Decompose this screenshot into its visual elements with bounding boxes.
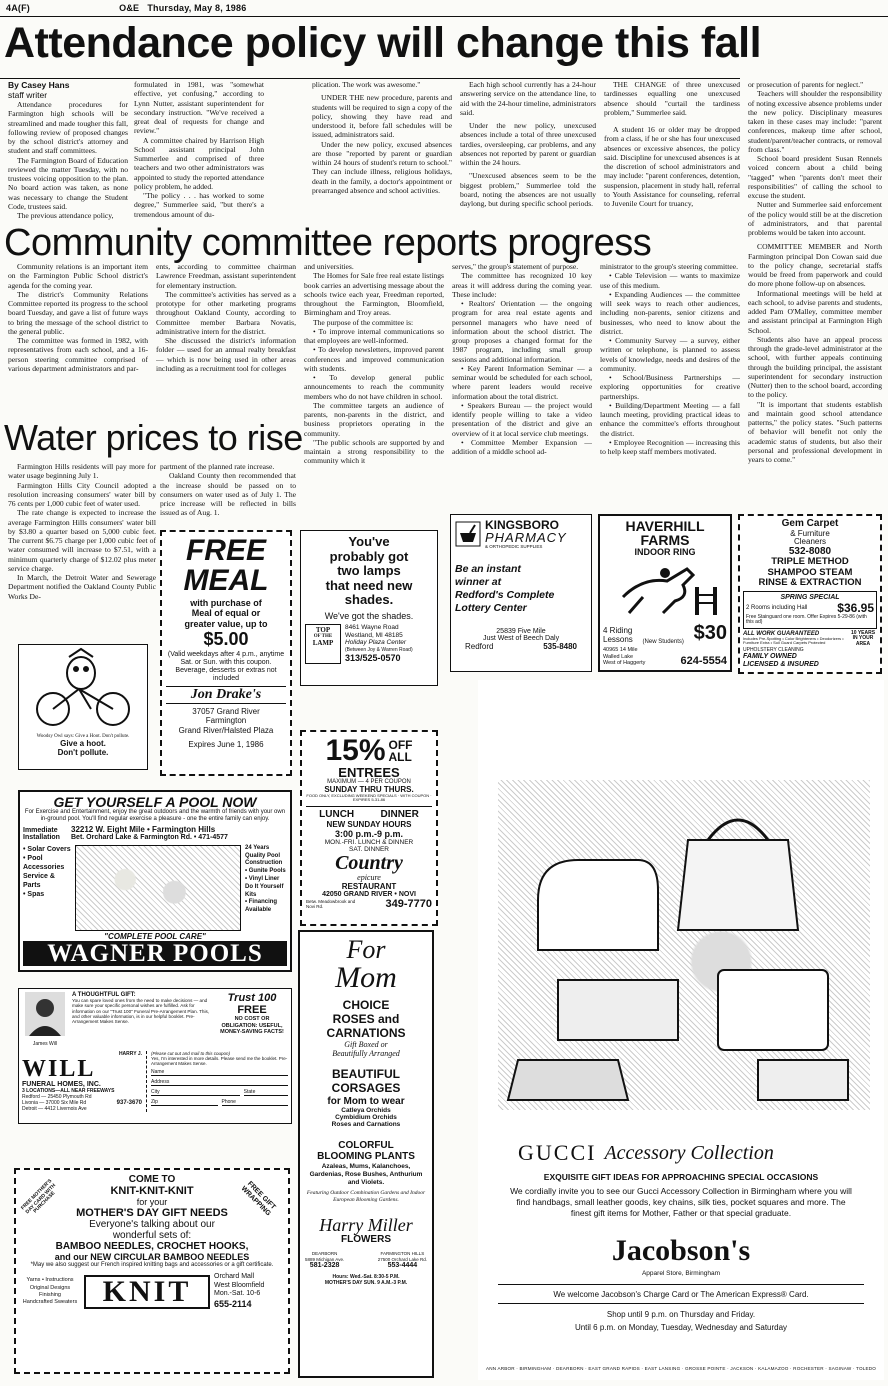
farms-l1: 4 Riding [603, 626, 633, 636]
paragraph: A committee chaired by Harrison High School assistant principal John Summerlee and comprised of three teachers and two other administrators was appointed to study the reported attendance policy problem, he added. [134, 135, 264, 191]
story1-col4 [460, 80, 596, 220]
paragraph: The committee was formed in 1982, with representatives from each school, and a 16-person steering committee comprised of various department administrators and par- [8, 336, 148, 373]
mom-loc1a: 5889 Michigan Ave. [305, 1256, 345, 1262]
paragraph: "It is important that students establish and maintain good school attendance patterns," the policy states. "Such patterns of behavior will benefit not only the academic status of students, but also their personal and professional development in years to come." [748, 399, 882, 464]
country-lunch: LUNCH [319, 808, 355, 820]
pool-i3: • Spas [23, 891, 45, 899]
lamp-h1: You've [348, 534, 390, 549]
lamp-logo-3: LAMP [312, 638, 334, 647]
will-coupon [146, 1051, 288, 1112]
farms-phone: 624-5554 [680, 654, 727, 667]
mom-c1: COLORFUL [338, 1139, 394, 1151]
knit-free-card: FREE MOTHER'S DAY CARD WITH PURCHASE [20, 1178, 57, 1215]
psa-woodsy-owl [18, 644, 148, 770]
jacobsons-sub: Apparel Store, Birmingham [641, 1270, 721, 1277]
will-zip-field[interactable]: Zip [151, 1099, 218, 1106]
paragraph: Oakland County then recommended that the increase should be passed on to consumers on water used as of July 1. The price increase will be reflected in bills issued as of Aug. 1. [160, 471, 296, 518]
knit-talk1: Everyone's talking about our [89, 1219, 215, 1230]
ad-harry-miller-flowers [298, 930, 434, 1378]
paragraph: • Realtors' Orientation — the ongoing program for area real estate agents and personnel managers who have need of information about the school district. The group proposes a changed format for the 1987 program, including small group sessions and additional information. [452, 299, 592, 364]
meal-meal: MEAL [183, 564, 269, 597]
mom-c4: Featuring Outdoor Combination Gardens and Indoor European Blooming Gardens. [306, 1190, 426, 1204]
meal-l3: greater value, up to [184, 618, 268, 629]
mom-choice3: CARNATIONS [326, 1025, 406, 1040]
knit-svc2: Original Designs [29, 1284, 71, 1291]
paragraph: THE CHANGE of three unexcused tardinesses equalling one unexcused absence should "curtail the tardiness problem," Summerlee said. [604, 80, 740, 117]
ad-kingsboro-pharmacy [450, 514, 592, 672]
will-phone: 937-3670 [116, 1100, 142, 1106]
meal-addr3: Grand River/Halsted Plaza [178, 726, 274, 735]
farms-new: (New Students) [642, 639, 684, 645]
carpet-family: FAMILY OWNED [743, 653, 797, 661]
ad-will-funeral-homes [18, 988, 292, 1124]
farms-name1: HAVERHILL [625, 518, 705, 534]
farms-sub: INDOOR RING [634, 547, 696, 557]
story2-col4 [452, 262, 592, 512]
story3-col1 [8, 462, 156, 638]
meal-free: FREE [185, 534, 266, 567]
paragraph: "Unexcused absences seem to be the biggest problem," Summerlee told the board, noting the absences are not usually daylong, but during specific school periods. [460, 171, 596, 208]
knit-gift: MOTHER'S DAY GIFT NEEDS [76, 1207, 228, 1219]
byline-role: staff writer [8, 90, 48, 101]
handbags-illustration [498, 780, 870, 1110]
carpet-years: 10 YEARS IN YOUR AREA [850, 629, 876, 647]
mom-b5: Cymbidium Orchids [335, 1113, 397, 1121]
paragraph: • Speakers Bureau — the project would identify people willing to take a video presentation of the district and give an overview of it at local service club meetings. [452, 400, 592, 438]
will-address-field[interactable]: Address [151, 1079, 288, 1086]
carpet-name: Gem Carpet [781, 518, 839, 529]
gucci-body: We cordially invite you to see our Gucci Accessory Collection in Birmingham where you will find handbags, small leather goods, key chains, silk ties, pocket squares and more. The finest gift items for Mother, Father or that special graduate. [510, 1186, 852, 1219]
knit-free-wrap: FREE GIFT WRAPPING [239, 1180, 277, 1218]
mom-loc2a: 27500 Orchard Lake Rd. [377, 1256, 427, 1262]
pool-addr2: Bet. Orchard Lake & Farmington Rd. • 471-4577 [71, 834, 228, 842]
folio-page: 4A(F) [6, 3, 30, 13]
paragraph: A student 16 or older may be dropped from a class, if he or she has four unexcused absences or excessive absences, the policy said. Discipline for unexcused absences is at the discretion of school administrators and may include: "parent conferences, detention, suspension, placement in study hall, referral to Youth Assistance for counseling, referral to Juvenile Court for truancy, [604, 125, 740, 208]
paragraph: The previous attendance policy, [17, 211, 114, 220]
story1-col2 [134, 80, 264, 220]
paragraph: Teachers will shoulder the responsibility of noting excessive absence problems under the new policy. Disciplinary measures taken in these cases may include: "parent conferences, makeup time after school, student/parent/teacher contracts, or removal from class." [748, 89, 882, 154]
country-between: Betw. Meadowbrook and Novi Rd. [306, 898, 356, 909]
top-rule [0, 16, 888, 17]
mom-ph1: 581-2328 [309, 1261, 340, 1269]
paragraph: • To develop newsletters, improved parent conferences and improved communication with students. [304, 345, 444, 373]
pool-sub: For Exercise and Entertainment, enjoy the great outdoors and the warmth of friends with your own in-ground pool. You'll find regular exercise a pleasure - one the entire family can enjoy. [24, 809, 286, 822]
mom-logo2: FLOWERS [341, 1234, 391, 1246]
carpet-fine: Free Stainguard one room. Offer Expires 5-29-86 (with this ad) [746, 613, 867, 626]
paragraph: Each high school currently has a 24-hour answering service on the attendance line, to aid with the 24-hour timeline, administrators said. [460, 80, 596, 117]
farms-addr3: West of Haggerty [603, 660, 646, 667]
mom-mom: Mom [335, 961, 397, 994]
paragraph: partment of the planned rate increase. [160, 462, 275, 471]
pharmacy-t1: Be an instant [455, 563, 521, 575]
paragraph: Under the new policy, excused absences are those "reported by parent or guardian within 24 hours of student's return to school." They can include illness, religious holidays, death in the family, a doctor's appointment or prearranged absence and school activities. [312, 139, 452, 195]
country-rest: RESTAURANT [341, 881, 397, 891]
paragraph: and universities. [304, 262, 354, 271]
will-form2: Yes, I'm interested in more details. Please send me the booklet. Pre-Arrangement Makes Sense. [151, 1056, 288, 1067]
farms-name2: FARMS [640, 532, 690, 548]
mom-gift1: Gift Boxed or [344, 1040, 388, 1050]
will-a3: Detroit — 4412 Livernois Ave [22, 1106, 87, 1112]
folio-paper: O&E [119, 3, 140, 13]
pool-addr1: 32212 W. Eight Mile • Farmington Hills [71, 824, 216, 834]
knit-mall1: Orchard Mall [214, 1272, 255, 1280]
ad-haverhill-farms [598, 514, 732, 672]
country-entrees: ENTREES [338, 765, 400, 780]
meal-l2: Meal of equal or [191, 608, 261, 619]
meal-fine: (Valid weekdays after 4 p.m., anytime Sat. or Sun. with this coupon. Beverage, desserts or extras not included [167, 650, 285, 682]
carpet-upholstery: UPHOLSTERY CLEANING [743, 647, 804, 654]
will-homes: FUNERAL HOMES, INC. [22, 1081, 101, 1088]
paragraph: Community relations is an important item on the Farmington Public School district's agenda for the coming year. [8, 262, 148, 290]
story2-col1 [8, 262, 148, 392]
will-city-field[interactable]: City [151, 1089, 240, 1096]
carpet-guarantee: ALL WORK GUARANTEED [743, 630, 820, 637]
country-logo: Country [335, 851, 403, 874]
mom-ph2: 553-4444 [387, 1261, 418, 1269]
farms-l2: Lessons [603, 635, 633, 645]
lamp-logo-2: OF THE [313, 634, 333, 640]
paragraph: plication. The work was awesome." [312, 80, 421, 89]
paragraph: Nutter and Summerlee said enforcement of the policy would still be at the discretion of administrators, and that parental problems would be taken into account. [748, 200, 882, 237]
knit-mall2: West Bloomfield [214, 1281, 265, 1289]
pharmacy-phone: 535-8480 [543, 641, 577, 651]
lamp-h5: shades. [344, 592, 394, 608]
paragraph: Farmington Hills City Council adopted a resolution increasing consumers' water bill by 76 cents per 1,000 cubic feet of water used. [8, 480, 156, 508]
paragraph: The purpose of the committee is: [313, 317, 414, 327]
psa-line1: Give a hoot. [60, 738, 106, 748]
will-gifttext: You can spare loved ones from the need to make decisions — and make sure your specific personal wishes are fulfilled. Ask for information on our "Trust 100" Funeral Pre-Arrangement Plan. This, and other valuable information, is in our helpful booklet. Pre-Arrangement Makes Sense. [72, 998, 210, 1025]
will-loc: 3 LOCATIONS—ALL NEAR FREEWAYS [22, 1088, 115, 1094]
head-rule [0, 78, 740, 79]
meal-price: $5.00 [203, 629, 249, 650]
meal-logo: Jon Drake's [166, 686, 286, 704]
pool-care: "COMPLETE POOL CARE" [104, 931, 206, 941]
will-name-field[interactable]: Name [151, 1069, 288, 1076]
paragraph: She discussed the district's information folder — used for an annual realty breakfast — which is now being used in other areas including as a recruitment tool for colleges [156, 336, 296, 373]
knit-for: for your [136, 1197, 168, 1207]
headline-water: Water prices to rise [4, 420, 303, 458]
paragraph: • Community Survey — a survey, either written or telephone, is planned to assess levels of knowledge, needs and desires of the community. [600, 336, 740, 373]
country-logo2: epicure [357, 872, 381, 882]
meal-addr1: 37057 Grand River [192, 706, 260, 716]
paragraph: The committee has recognized 10 key areas it will address during the coming year. These include: [452, 271, 592, 299]
paragraph: ministrator to the group's steering committee. [600, 262, 739, 271]
ad-country-epicure [300, 730, 438, 926]
ad-knit-knit-knit [14, 1168, 290, 1374]
lamp-phone: 313/525-0570 [345, 653, 401, 664]
knit-name: KNIT-KNIT-KNIT [110, 1185, 194, 1197]
paragraph: The committee targets an audience of parents, non-parents in the district, and business proprietors operating in the community. [304, 400, 444, 438]
pool-i2: • Pool Accessories Service & Parts [23, 854, 65, 890]
pool-r1: 24 Years Quality Pool Construction [245, 844, 283, 867]
carpet-phone: 532-8080 [788, 546, 832, 558]
ad-jacobsons-gucci [478, 680, 884, 1380]
gucci-brand: GUCCI [518, 1140, 597, 1165]
pharmacy-addr2: Just West of Beech Daly [482, 634, 560, 642]
story1-col3 [312, 80, 452, 220]
paragraph: School board president Susan Rennels voiced concern about a child being "tagged" when "parents don't meet their responsibilities" of calling the school to excuse the student. [748, 154, 882, 200]
country-sunday: SUNDAY THRU THURS. [324, 785, 414, 794]
mom-for: For [346, 935, 386, 964]
lamp-h2: probably got [329, 548, 409, 564]
pool-photo [75, 845, 241, 931]
mom-choice1: CHOICE [342, 998, 390, 1012]
farms-addr1: 40965 14 Mile [603, 647, 638, 653]
ad-wagner-pools [18, 790, 292, 972]
paragraph: Attendance procedures for Farmington high schools will be streamlined and made tougher this fall, following review of proposed changes by the school district's attorney and student and staff committees. [8, 100, 128, 156]
will-trust: Trust 100 [227, 992, 277, 1004]
meal-expires: Expires June 1, 1986 [188, 739, 264, 749]
mom-choice2: ROSES and [332, 1011, 400, 1026]
paragraph: Students also have an appeal process through the grade-level administrator at the school, with further appeals continuing through the building principal, the assistant superintendent for secondary instruction (Nutter) then to the school board, according to the policy. [748, 334, 882, 400]
jacobsons-shop1: Shop until 9 p.m. on Thursday and Friday. [606, 1310, 756, 1319]
paragraph: • Committee Member Expansion — addition of a middle school ad- [452, 437, 592, 456]
carpet-g2: Includes Pre-Spotting • Color Brighteners • Deodorizers • Furniture Extra • Soil Guard Carpets Protected [743, 635, 844, 645]
knit-items2: and our NEW CIRCULAR BAMBOO NEEDLES [54, 1252, 250, 1262]
will-logo: WILL [22, 1056, 96, 1082]
paragraph: Farmington Hills residents will pay more for water usage beginning July 1. [8, 462, 156, 481]
mom-hours2: MOTHER'S DAY SUN. 9 A.M.-3 P.M. [324, 1280, 408, 1287]
paragraph: The committee's activities has served as a prototype for other marketing programs throughout Oakland County, according to Committee member Barbara Novatis, administrative intern for the district. [156, 289, 296, 336]
paragraph: • Cable Television — wants to maximize use of this medium. [600, 271, 740, 290]
paragraph: "The public schools are supported by and maintain a strong responsibility to the community which it [304, 437, 444, 466]
paragraph: • Key Parent Information Seminar — a seminar would be scheduled for each school, where parent leaders would receive information about the total district. [452, 363, 592, 401]
knit-hours: Mon.-Sat. 10-6 [214, 1290, 261, 1298]
knit-phone: 655-2114 [214, 1299, 252, 1310]
paragraph: Informational meetings will be held at each school, to advise parents and students, added Pam O'Malley, committee member and assistant principal at Farmington High School. [748, 288, 882, 335]
gucci-script: Accessory Collection [604, 1142, 774, 1164]
paragraph: UNDER THE new procedure, parents and students will be required to sign a copy of the policy, showing they have read and understood it, before fall schedules will be issued, administrators said. [312, 93, 452, 140]
mom-loc1: DEARBORN [311, 1251, 338, 1257]
carpet-licensed: LICENSED & INSURED [743, 660, 819, 668]
portrait-icon [25, 992, 65, 1036]
carpet-name3: Cleaners [793, 536, 826, 546]
headline-attendance: Attendance policy will change this fall [4, 22, 762, 67]
paragraph: • Building/Department Meeting — a fall launch meeting, providing practical ideas to enhance the committee's efforts throughout the district. [600, 400, 740, 438]
lamp-addr4: (Between Joy & Warren Road) [345, 647, 413, 654]
paragraph: The rate change is expected to increase the average Farmington Hills consumers' water bill by $3.80 a quarter based on 5,000 cubic feet. The current $6.75 charge per 1,000 cubic feet of water consumed will increase to $7.51, with a minimum quarterly charge of $12.02 plus meter service charge. [8, 508, 156, 573]
knit-come: COME TO [128, 1174, 176, 1185]
mom-gift2: Beautifully Arranged [332, 1049, 400, 1059]
ad-free-meal [160, 530, 292, 776]
will-phone-field[interactable]: Phone [222, 1099, 289, 1106]
story2-col3 [304, 262, 444, 528]
farms-price: $30 [693, 622, 727, 644]
meal-addr2: Farmington [205, 716, 247, 726]
headline-community: Community committee reports progress [4, 224, 652, 264]
will-state-field[interactable]: State [244, 1089, 288, 1096]
knit-svc4: Handcrafted Sweaters [22, 1298, 78, 1305]
pharmacy-t4: Lottery Center [455, 602, 527, 615]
country-phone: 349-7770 [385, 897, 432, 910]
mom-b4: Catleya Orchids [341, 1106, 391, 1114]
knit-svc3: Finishing [38, 1291, 61, 1298]
lamp-addr1: 8461 Wayne Road [345, 623, 399, 631]
knit-svc1: Yarns • Instructions [26, 1277, 74, 1284]
paragraph: The Farmington Board of Education reviewed the matter Tuesday, with no trustees voicing opposition to the plan. No board action was taken, as none was necessary to change the Student Code, trustees said. [8, 155, 128, 211]
jacobsons-welcome: We welcome Jacobson's Charge Card or The American Express® Card. [498, 1284, 864, 1304]
horse-jumper-icon [603, 557, 727, 617]
ad-gem-carpet [738, 514, 882, 674]
mom-b6: Roses and Carnations [331, 1120, 401, 1128]
psa-small: Woodsy Owl says: Give a Hoot. Don't pollute. [36, 734, 130, 739]
byline-name: By Casey Hans [8, 80, 70, 90]
pharmacy-city: Redford [465, 641, 494, 651]
will-gift: A THOUGHTFUL GIFT: [72, 992, 136, 998]
carpet-name2: & Furniture [790, 528, 830, 538]
country-off1: OFF [388, 738, 413, 752]
paragraph: The Homes for Sale free real estate listings book carries an advertising message about the schools twice each year, Freedman reported, throughout the Farmington, Bloomfield, Birmingham and Troy areas. [304, 271, 444, 318]
folio-date: Thursday, May 8, 1986 [147, 3, 247, 13]
will-person: James Will [32, 1041, 58, 1047]
paragraph: serves," the group's statement of purpose. [452, 262, 579, 271]
story1-col6 [748, 80, 882, 510]
farms-addr2: Walled Lake [603, 653, 634, 660]
mortar-pestle-icon [455, 521, 481, 547]
knit-talk2: wonderful sets of: [112, 1230, 192, 1241]
pool-head: GET YOURSELF A POOL NOW [53, 794, 257, 810]
pool-r3: • Vinyl Liner Do It Yourself Kits [245, 875, 284, 898]
meal-l1: with purchase of [190, 598, 262, 608]
will-a1: Redford — 25450 Plymouth Rd [22, 1094, 92, 1100]
paragraph: "The policy . . . has worked to some degree," Summerlee said, "but there's a tremendous amount of du- [134, 191, 264, 219]
paragraph: Under the new policy, unexcused absences include a total of three unexcused tardies, oversleeping, car problems, and any absences not reported by parent or guardian within the 24 hours. [460, 121, 596, 167]
carpet-special: SPRING SPECIAL [780, 593, 840, 601]
paragraph: formulated in 1981, was "somewhat effective, yet confusing," according to Lynn Nutter, assistant superintendent for secondary instruction. "We've received a great deal of requests for change and review." [134, 80, 264, 136]
mom-b1: BEAUTIFUL [332, 1067, 400, 1082]
country-off2: ALL [388, 750, 412, 764]
knit-items: BAMBOO NEEDLES, CROCHET HOOKS, [55, 1241, 249, 1252]
mom-b2: CORSAGES [331, 1081, 401, 1096]
country-dinner: DINNER [380, 808, 419, 820]
pool-i1: • Solar Covers [23, 845, 71, 853]
gucci-headline: EXQUISITE GIFT IDEAS FOR APPROACHING SPECIAL OCCASIONS [543, 1172, 819, 1182]
owl-bicycle-icon [19, 645, 145, 729]
gucci-photo [498, 780, 870, 1110]
mom-c2: BLOOMING PLANTS [317, 1151, 415, 1163]
pharmacy-sub: & ORTHOPEDIC SUPPLIES [485, 544, 543, 549]
lamp-logo [305, 624, 341, 664]
pool-logo: WAGNER POOLS [23, 941, 287, 966]
mom-hours: Hours: Wed.-Sat. 8:30-5 P.M. [332, 1274, 400, 1281]
paragraph: • Expanding Audiences — the committee will seek ways to reach other audiences, including non-parents, senior citizens and businesses, who need to know about the district. [600, 289, 740, 336]
story2-col2 [156, 262, 296, 392]
will-a2: Livonia — 37000 Six Mile Rd [22, 1100, 87, 1106]
lamp-h4: that need new [325, 577, 413, 593]
lamp-addr2: Westland, MI 48185 [345, 631, 403, 639]
pool-r2: • Gunite Pools [245, 868, 286, 875]
byline [8, 80, 128, 102]
paragraph: The district's Community Relations Committee reported its progress to the school board Tuesday, and gave a list of future ways to bring the message of the school district to the general public. [8, 289, 148, 336]
psa-line2: Don't pollute. [57, 747, 109, 757]
will-harry: HARRY J. [118, 1051, 142, 1057]
jacobsons-logo: Jacobson's [611, 1236, 751, 1267]
knit-logo: KNIT [84, 1275, 210, 1309]
country-hours1: NEW SUNDAY HOURS [326, 819, 412, 829]
lamp-sub: We've got the shades. [324, 610, 414, 621]
carpet-l2: SHAMPOO STEAM [767, 566, 853, 578]
story2-col5 [600, 262, 740, 512]
jacobsons-shop2: Until 6 p.m. on Monday, Tuesday, Wednesday and Saturday [574, 1323, 788, 1332]
story1-col1 [8, 100, 128, 220]
paragraph: • To improve internal communications so that employees are well-informed. [304, 326, 444, 345]
lamp-addr3: Holiday Plaza Center [345, 639, 407, 647]
folio [6, 3, 306, 15]
lamp-logo-1: TOP [315, 625, 331, 634]
will-free: FREE [237, 1004, 267, 1016]
pharmacy-addr1: 25839 Five Mile [496, 627, 546, 635]
carpet-price: $36.95 [837, 600, 874, 615]
will-nocost: NO COST OR OBLIGATION: USEFUL, MONEY-SAVING FACTS! [220, 1016, 284, 1036]
country-addr: 42050 GRAND RIVER • NOVI [322, 890, 416, 898]
pharmacy-name2: PHARMACY [485, 530, 567, 545]
will-form1: (Please cut out and mail to this coupon) [151, 1051, 231, 1056]
paragraph: In March, the Detroit Water and Sewerage Department notified the Oakland County Public Works De- [8, 573, 156, 601]
pool-imm: Immediate Installation [23, 826, 60, 841]
paragraph: ents, according to committee chairman Lawrence Freedman, assistant superintendent for elementary instruction. [156, 262, 296, 290]
paragraph: or prosecution of parents for neglect." [748, 80, 864, 89]
paragraph: • Employee Recognition — increasing this to help keep staff members motivated. [600, 437, 740, 456]
knit-fine: *May we also suggest our French inspired knitting bags and accessories or a gift certificate. [30, 1262, 274, 1268]
story1-col5 [604, 80, 740, 220]
mom-loc2: FARMINGTON HILLS [380, 1251, 425, 1257]
mom-b3: for Mom to wear [327, 1095, 405, 1107]
country-max: MAXIMUM — 4 PER COUPON [327, 779, 411, 785]
story3-col2 [160, 462, 296, 532]
mom-logo1: Harry Miller [319, 1215, 413, 1236]
ad-top-of-the-lamp [300, 530, 438, 686]
country-hours2: 3:00 p.m.-9 p.m. [334, 828, 404, 839]
country-pct: 15% [325, 734, 386, 767]
country-fine: FOOD ONLY, EXCLUDING WEEKEND SPECIALS · WITH COUPON · EXPIRES 5-31-86 [306, 793, 432, 803]
carpet-l1: TRIPLE METHOD [771, 556, 849, 568]
pharmacy-t3: Redford's Complete [455, 589, 555, 602]
carpet-l3: RINSE & EXTRACTION [758, 577, 862, 589]
country-hours4: SAT. DINNER [349, 845, 389, 853]
paragraph: • School/Business Partnerships — exploring opportunities for creative partnerships. [600, 373, 740, 401]
lamp-h3: two lamps [337, 563, 401, 579]
mom-c3: Azaleas, Mums, Kalanchoes, Gardenias, Rose Bushes, Anthurium and Violets. [309, 1162, 423, 1187]
pharmacy-t2: winner at [455, 576, 502, 589]
paragraph: • To develop general public announcements to reach the community members who do not have children in school. [304, 373, 444, 401]
paragraph: COMMITTEE MEMBER and North Farmington principal Don Cowan said due to the policy change, secretarial staffs would be freed from paperwork and could do more phone follow-up on absences. [748, 242, 882, 289]
jacobsons-cities: ANN ARBOR · BIRMINGHAM · DEARBORN · EAST GRAND RAPIDS · EAST LANSING · GROSSE POINTE · JACKSON · KALAMAZOO · ROCHESTER · SAGINAW · TOLEDO [485, 1366, 877, 1371]
carpet-rooms: 2 Rooms including Hall [746, 604, 808, 611]
country-hours3: MON.-FRI. LUNCH & DINNER [324, 838, 414, 846]
pharmacy-name1: KINGSBORO [485, 518, 560, 532]
pool-r4: • Financing Available [245, 899, 278, 914]
